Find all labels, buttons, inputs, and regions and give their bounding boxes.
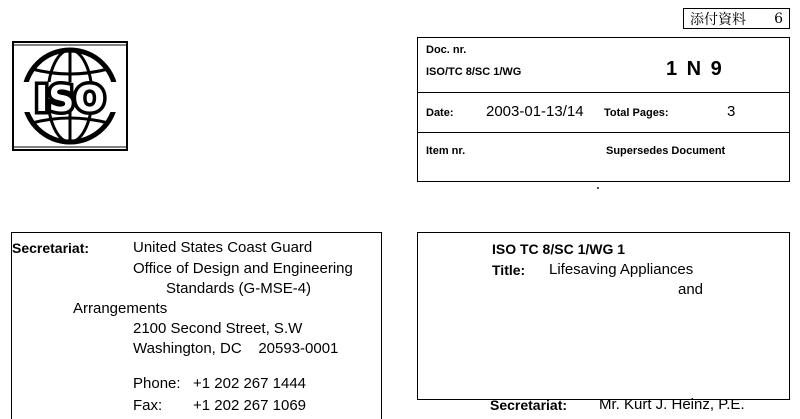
doc-number-row <box>418 38 789 93</box>
committee-label: ISO/TC 8/SC 1/WG <box>426 66 522 78</box>
attachment-badge <box>683 8 790 29</box>
secretariat-line: Standards (G-MSE-4) <box>166 280 312 297</box>
date-row <box>418 93 789 133</box>
document-header-box <box>417 37 790 182</box>
wg-secretariat-value: Mr. Kurt J. Heinz, P.E. <box>599 396 745 413</box>
wg-secretariat-label: Secretariat: <box>490 397 568 413</box>
secretariat-line: 2100 Second Street, S.W <box>133 320 303 337</box>
title-label: Title: <box>492 262 526 278</box>
fax-value: +1 202 267 1069 <box>193 397 307 414</box>
doc-number: 1 N 9 <box>666 58 724 80</box>
date-value: 2003-01-13/14 <box>486 103 584 120</box>
phone-value: +1 202 267 1444 <box>193 375 307 392</box>
doc-nr-label: Doc. nr. <box>426 44 467 56</box>
iso-logo <box>12 41 128 151</box>
item-row <box>418 133 789 181</box>
phone-label: Phone: <box>133 375 181 392</box>
iso-logo-text: ISO <box>35 79 105 120</box>
secretariat-box <box>11 232 382 419</box>
title-line: Lifesaving Appliances <box>549 261 694 278</box>
supersedes-label: Supersedes Document <box>606 145 726 157</box>
working-group-box <box>417 232 790 400</box>
attachment-number: 6 <box>774 10 783 27</box>
working-group-name: ISO TC 8/SC 1/WG 1 <box>492 241 626 257</box>
title-line: and <box>678 281 704 298</box>
total-pages-label: Total Pages: <box>604 107 669 119</box>
total-pages-value: 3 <box>727 103 736 120</box>
secretariat-line: Arrangements <box>73 300 168 317</box>
date-label: Date: <box>426 107 454 119</box>
secretariat-line: Office of Design and Engineering <box>133 260 353 277</box>
secretariat-line: United States Coast Guard <box>133 239 313 256</box>
speck <box>597 187 599 189</box>
secretariat-line: Washington, DC 20593-0001 <box>133 340 339 357</box>
secretariat-label: Secretariat: <box>12 240 90 256</box>
fax-label: Fax: <box>133 397 163 414</box>
item-nr-label: Item nr. <box>426 145 466 157</box>
attachment-label: 添付資料 <box>690 11 746 28</box>
